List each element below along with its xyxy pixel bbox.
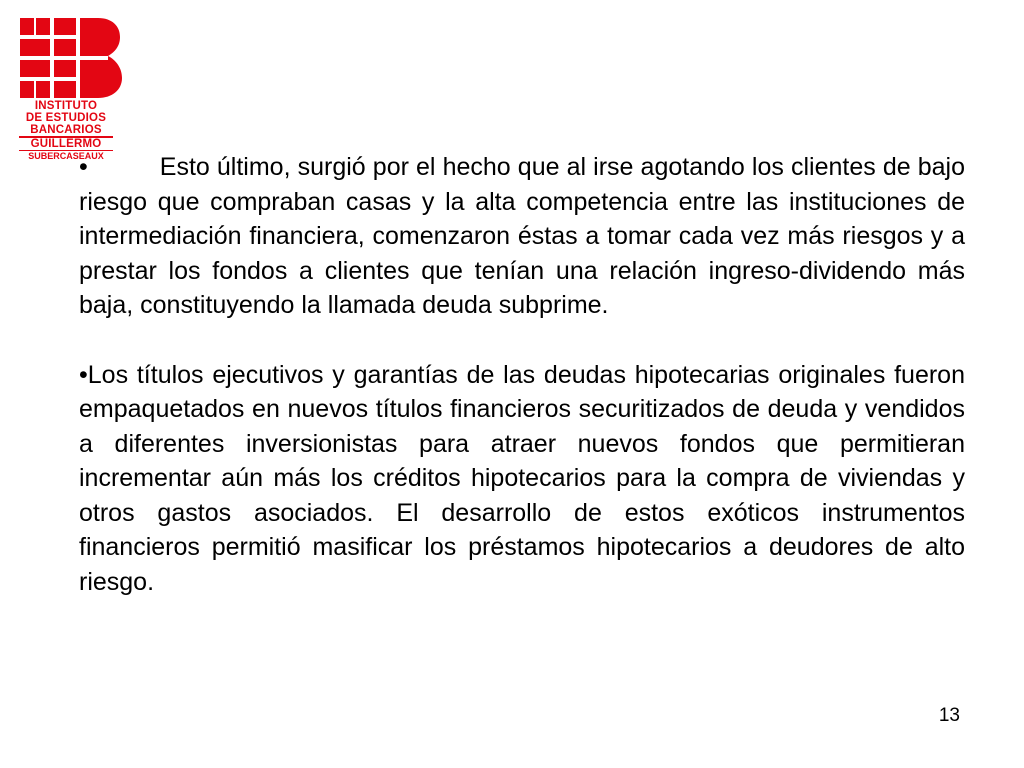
page-number: 13: [938, 705, 960, 726]
institute-logo: [16, 18, 126, 170]
bullet-paragraph-1: [79, 150, 965, 323]
ieb-logo-mark-icon: [20, 18, 122, 98]
paragraph-text: Los títulos ejecutivos y garantías de las deudas hipotecarias originales fueron empaquetados en nuevos títulos financieros securitizados de deuda y vendidos a diferentes inversionistas para atraer nuevos fondos que permitieran incrementar aún más los créditos hipotecarios para la compra de viviendas y otros gastos asociados. El desarrollo de estos exóticos instrumentos financieros permitió masificar los préstamos hipotecarios a deudores de alto riesgo.: [79, 360, 965, 596]
slide-body: [79, 150, 965, 599]
logo-line: BANCARIOS: [30, 124, 102, 136]
logo-line: SUBERCASEAUX: [28, 151, 104, 161]
logo-line: GUILLERMO: [30, 137, 102, 150]
logo-line: DE ESTUDIOS: [25, 112, 107, 124]
bullet-marker: •: [79, 360, 88, 389]
bullet-paragraph-2: [79, 358, 965, 600]
paragraph-text: Esto último, surgió por el hecho que al irse agotando los clientes de bajo riesgo que compraban casas y la alta competencia entre las instituciones de intermediación financiera, comenzaron éstas a tomar cada vez más riesgos y a prestar los fondos a clientes que tenían una relación ingreso-dividendo más baja, constituyendo la llamada deuda subprime.: [79, 153, 965, 319]
logo-line: INSTITUTO: [34, 100, 98, 112]
bullet-marker: •: [79, 153, 88, 181]
